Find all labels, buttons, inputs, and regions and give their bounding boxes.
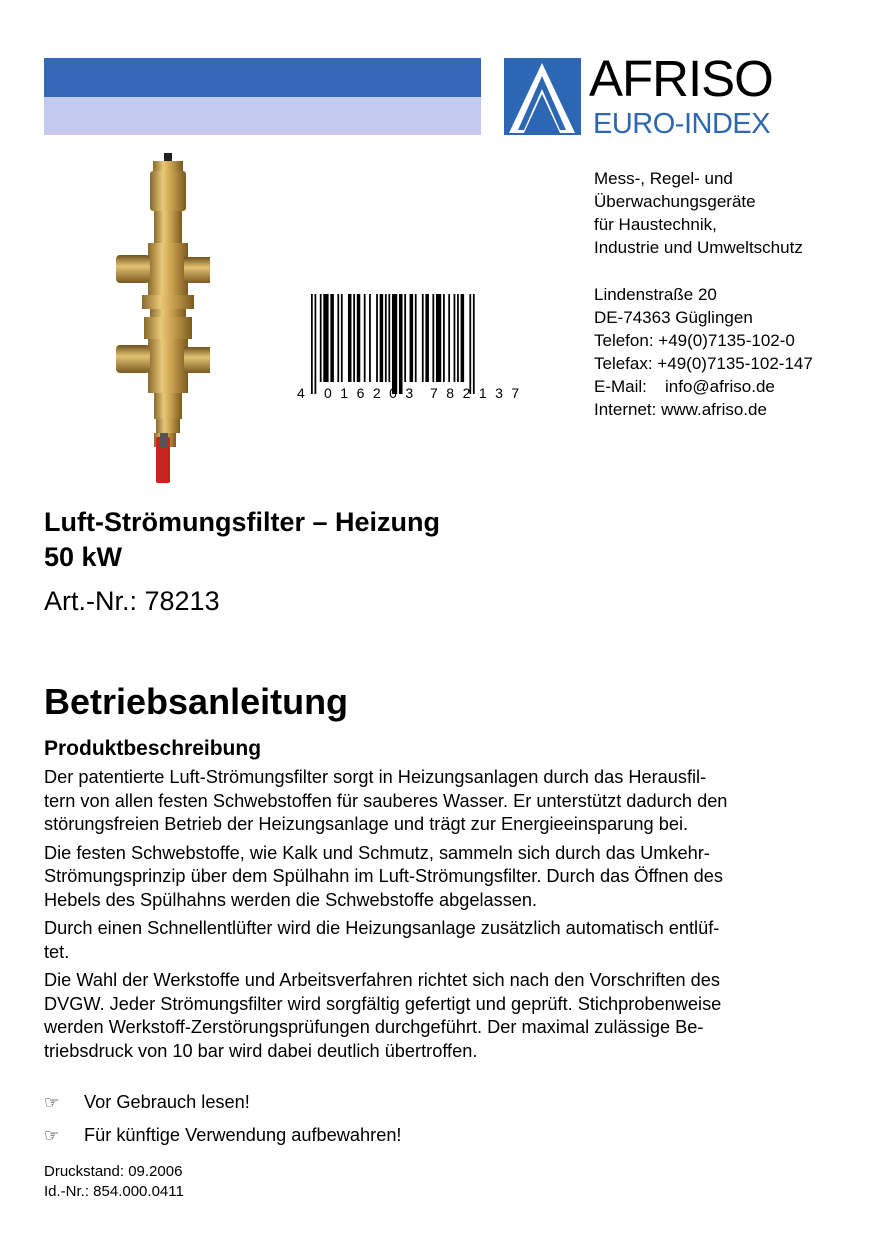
barcode-bar	[323, 294, 328, 382]
barcode-bar	[376, 294, 378, 382]
article-number: Art.-Nr.: 78213	[44, 586, 220, 616]
barcode-bar	[330, 294, 334, 382]
product-title-line: 50 kW	[44, 542, 123, 572]
phone-label: Telefon:	[594, 331, 654, 350]
barcode-bar	[369, 294, 371, 382]
barcode-bar	[315, 294, 317, 394]
paragraph-line: werden Werkstoff-Zerstörungsprüfungen durchgeführt. Der maximal zulässige Be-	[44, 1017, 704, 1037]
pointing-hand-icon: ☞	[44, 1093, 60, 1112]
email-value: info@afriso.de	[665, 377, 775, 396]
barcode-bar	[364, 294, 366, 382]
barcode-bar	[353, 294, 355, 382]
section-title: Produktbeschreibung	[44, 737, 262, 760]
print-date: Druckstand: 09.2006	[44, 1163, 183, 1180]
paragraph-line: DVGW. Jeder Strömungsfilter wird sorgfältig gefertigt und geprüft. Stichprobenweise	[44, 993, 722, 1014]
ean-barcode	[296, 294, 538, 402]
address-phone	[594, 329, 813, 352]
logo-name: AFRISO	[589, 50, 773, 107]
paragraph	[44, 842, 844, 913]
address-city: DE-74363 Güglingen	[594, 308, 753, 327]
fax-label: Telefax:	[594, 354, 653, 373]
header-band-dark	[44, 58, 481, 97]
barcode-bar	[415, 294, 417, 382]
barcode-bar	[320, 294, 322, 382]
hint-read-first	[44, 1090, 250, 1115]
barcode-bar	[436, 294, 441, 382]
tagline-line: für Haustechnik,	[594, 215, 717, 234]
barcode-bar	[404, 294, 406, 382]
tagline-line: Mess-, Regel- und	[594, 169, 733, 188]
paragraph	[44, 917, 844, 964]
company-tagline	[594, 167, 803, 259]
internet-value: www.afriso.de	[661, 400, 767, 419]
barcode-bar	[448, 294, 450, 382]
barcode-bar	[311, 294, 313, 394]
barcode-bar	[380, 294, 384, 382]
hint-text: Vor Gebrauch lesen!	[84, 1092, 250, 1112]
barcode-right-digits: 782137	[430, 385, 528, 401]
barcode-bar	[357, 294, 361, 382]
id-number: Id.-Nr.: 854.000.0411	[44, 1183, 184, 1200]
address-email	[594, 375, 813, 398]
barcode-bar	[388, 294, 390, 382]
header-band-light	[44, 97, 481, 135]
barcode-bar	[337, 294, 339, 382]
print-info	[44, 1162, 184, 1202]
product-title	[44, 505, 440, 575]
barcode-bars	[311, 294, 475, 394]
barcode-bar	[457, 294, 459, 382]
logo-subtitle: EURO-INDEX	[593, 108, 771, 140]
pointing-hand-icon: ☞	[44, 1126, 60, 1145]
paragraph-line: tet.	[44, 941, 70, 962]
afriso-logo-icon	[504, 58, 581, 135]
address-internet	[594, 398, 813, 421]
barcode-bar	[348, 294, 352, 382]
barcode-bar	[461, 294, 465, 382]
hint-text: Für künftige Verwendung aufbewahren!	[84, 1125, 402, 1145]
barcode-left-digits: 016203	[324, 385, 422, 401]
barcode-bar	[422, 294, 424, 382]
address-street: Lindenstraße 20	[594, 285, 717, 304]
fax-value: +49(0)7135-102-147	[657, 354, 813, 373]
product-title-line: Luft-Strömungsfilter – Heizung	[44, 507, 440, 537]
barcode-bar	[385, 294, 387, 382]
barcode-bar	[473, 294, 475, 394]
paragraph-line: Die festen Schwebstoffe, wie Kalk und Schmutz, sammeln sich durch das Umkehr-	[44, 842, 710, 863]
barcode-bar	[392, 294, 397, 394]
email-label: E-Mail:	[594, 377, 647, 396]
paragraph-line: Die Wahl der Werkstoffe und Arbeitsverfahren richtet sich nach den Vorschriften des	[44, 970, 720, 990]
barcode-bar	[399, 294, 403, 394]
hint-keep	[44, 1123, 401, 1148]
paragraph-line: Hebels des Spülhahns werden die Schwebstoffe abgelassen.	[44, 889, 538, 910]
paragraph-line: Durch einen Schnellentlüfter wird die Heizungsanlage zusätzlich automatisch entlüf-	[44, 918, 720, 938]
internet-label: Internet:	[594, 400, 657, 419]
paragraph	[44, 766, 844, 837]
company-address	[594, 283, 813, 421]
paragraph-line: tern von allen festen Schwebstoffen für sauberes Wasser. Er unterstützt dadurch den	[44, 790, 728, 811]
barcode-bar	[454, 294, 456, 382]
barcode-bar	[410, 294, 414, 382]
barcode-bar	[341, 294, 343, 382]
paragraph	[44, 969, 844, 1063]
paragraph-line: Strömungsprinzip über dem Spülhahn im Luft-Strömungsfilter. Durch das Öffnen des	[44, 866, 724, 886]
barcode-first-digit: 4	[297, 385, 305, 401]
tagline-line: Überwachungsgeräte	[594, 192, 756, 211]
document-heading: Betriebsanleitung	[44, 681, 349, 722]
paragraph-line: Der patentierte Luft-Strömungsfilter sorgt in Heizungsanlagen durch das Herausfil-	[44, 767, 707, 787]
paragraph-line: störungsfreien Betrieb der Heizungsanlage und trägt zur Energieeinsparung bei.	[44, 814, 689, 834]
barcode-bar	[443, 294, 445, 382]
product-description	[44, 766, 844, 1068]
barcode-bar	[425, 294, 429, 382]
address-fax	[594, 352, 813, 375]
phone-value: +49(0)7135-102-0	[658, 331, 795, 350]
tagline-line: Industrie und Umweltschutz	[594, 238, 803, 257]
paragraph-line: triebsdruck von 10 bar wird dabei deutlich übertroffen.	[44, 1040, 478, 1061]
barcode-bar	[469, 294, 471, 394]
barcode-bar	[432, 294, 434, 382]
product-image	[104, 153, 220, 483]
